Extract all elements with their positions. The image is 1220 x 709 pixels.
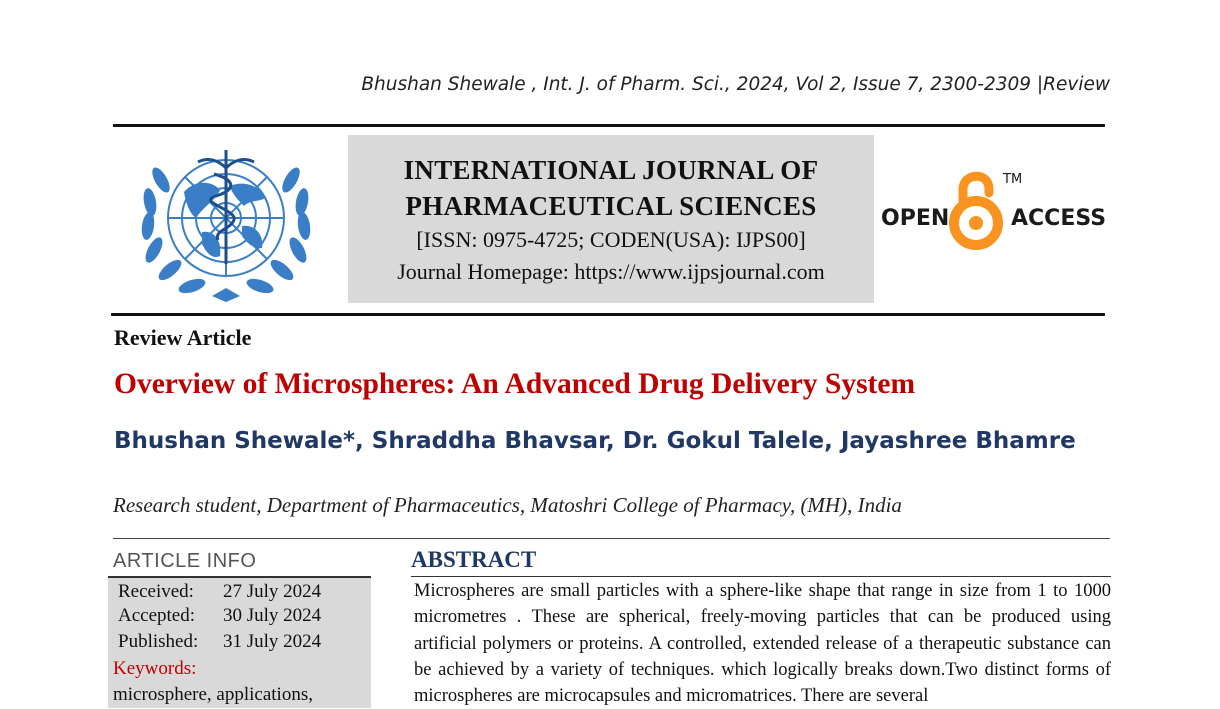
journal-issn: [ISSN: 0975-4725; CODEN(USA): IJPS00] xyxy=(416,227,806,252)
paper-title: Overview of Microspheres: An Advanced Drug Delivery System xyxy=(114,368,916,400)
abstract-body: Microspheres are small particles with a sphere-like shape that range in size from 1 to 1000 micrometres . These are spherical, freely-moving particles that can be produced using artificial polymers or proteins. A controlled, extended release of a therapeutic substance can be achieved by a variety of techniques. which logically breaks down.Two distinct forms of microspheres are microcapsules and micromatrices. There are several xyxy=(414,581,1111,707)
received-date-row xyxy=(118,581,321,603)
published-value: 31 July 2024 xyxy=(223,631,322,652)
journal-title-line2: PHARMACEUTICAL SCIENCES xyxy=(405,191,817,221)
journal-citation: Bhushan Shewale , Int. J. of Pharm. Sci., 2024, Vol 2, Issue 7, 2300-2309 |Review xyxy=(361,74,1110,95)
open-access-right-text: ACCESS xyxy=(1011,206,1107,231)
author-list: Bhushan Shewale*, Shraddha Bhavsar, Dr. Gokul Talele, Jayashree Bhamre xyxy=(114,428,1076,454)
abstract-rule xyxy=(411,576,1111,577)
received-label: Received: xyxy=(118,581,194,602)
journal-title-line1: INTERNATIONAL JOURNAL OF xyxy=(403,155,819,185)
received-value: 27 July 2024 xyxy=(223,581,322,602)
article-type-label: Review Article xyxy=(114,325,252,350)
published-label: Published: xyxy=(118,631,199,652)
keywords-value: microsphere, applications, xyxy=(113,684,313,705)
published-date-row xyxy=(118,631,321,653)
journal-homepage-link[interactable]: Journal Homepage: https://www.ijpsjournal.com xyxy=(397,259,825,284)
header-rule-top xyxy=(113,124,1105,127)
accepted-label: Accepted: xyxy=(118,605,196,626)
journal-emblem-logo xyxy=(126,140,326,306)
author-affiliation: Research student, Department of Pharmaceutics, Matoshri College of Pharmacy, (MH), India xyxy=(113,493,902,517)
journal-title xyxy=(348,152,874,224)
journal-title-box xyxy=(348,135,874,303)
abstract-heading: ABSTRACT xyxy=(411,547,537,572)
open-access-left-text: OPEN xyxy=(881,206,950,231)
keywords-label: Keywords: xyxy=(113,658,197,679)
header-rule-bottom xyxy=(111,313,1105,316)
open-access-tm: TM xyxy=(1003,172,1023,187)
open-padlock-icon xyxy=(954,176,998,245)
article-info-heading: ARTICLE INFO xyxy=(113,550,257,572)
accepted-value: 30 July 2024 xyxy=(223,605,322,626)
open-access-logo xyxy=(881,165,1111,255)
accepted-date-row xyxy=(118,605,321,627)
section-divider xyxy=(113,538,1110,539)
article-info-box xyxy=(108,578,371,708)
